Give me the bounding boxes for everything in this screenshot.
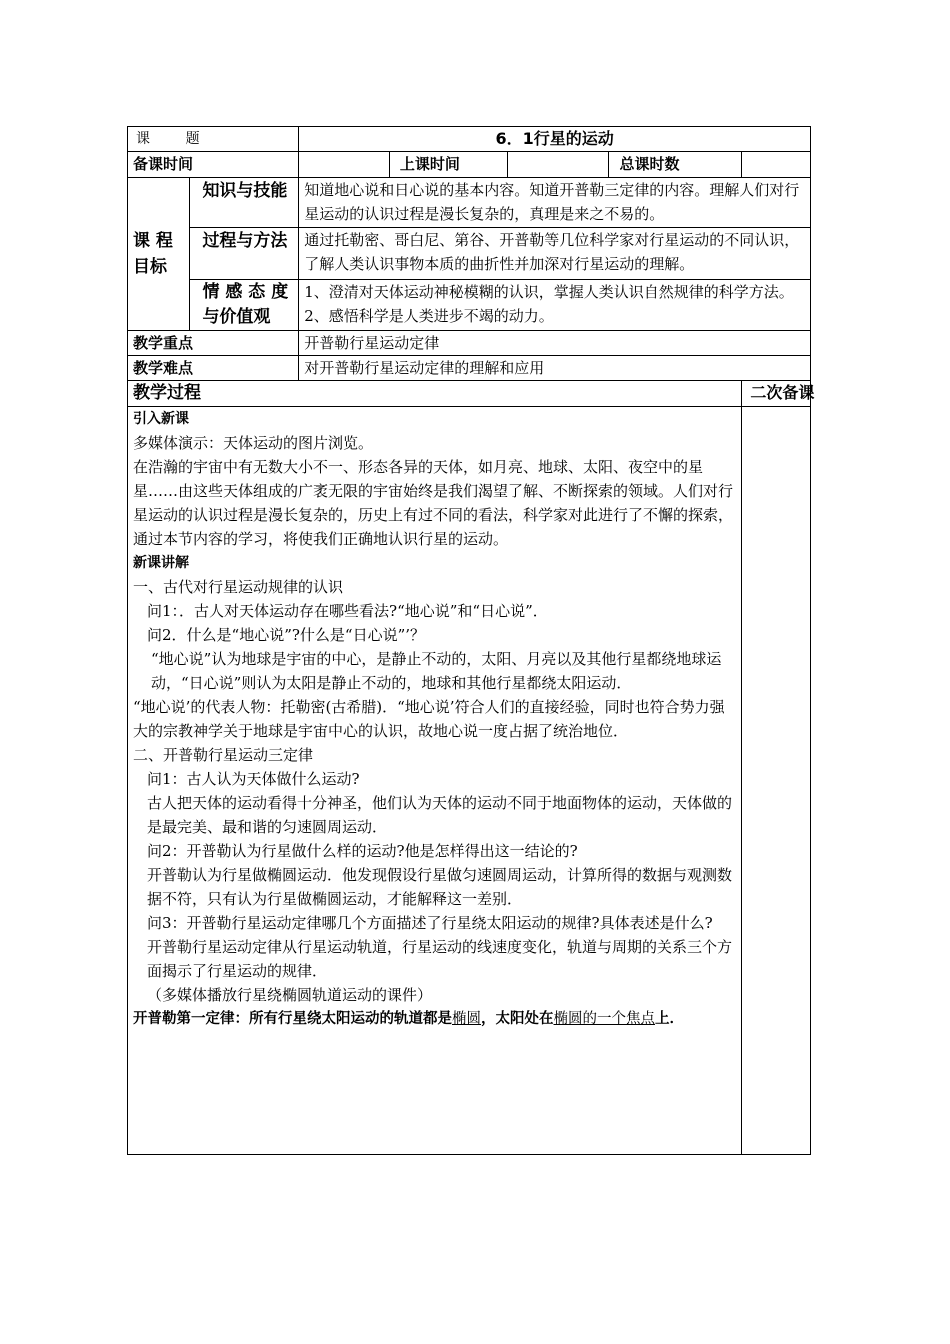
process-body — [128, 407, 742, 1155]
intro-paragraph-1: 多媒体演示：天体运动的图片浏览。 — [133, 434, 374, 452]
answer-2: “地心说”认为地球是宇宙的中心，是静止不动的，太阳、月亮以及其他行星都绕地球运动，“日心说”则认为太阳是静止不动的，地球和其他行星都绕太阳运动． — [151, 650, 722, 692]
section-2-title: 二、开普勒行星运动三定律 — [133, 746, 314, 764]
difficulty-value: 对开普勒行星运动定律的理解和应用 — [299, 356, 811, 381]
section-1-title: 一、古代对行星运动规律的认识 — [133, 578, 344, 596]
law1-text-a: 开普勒第一定律：所有行星绕太阳运动的轨道都是 — [133, 1011, 452, 1027]
question-5: 问3：开普勒行星运动定律哪几个方面描述了行星绕太阳运动的规律?具体表述是什么? — [147, 914, 713, 932]
question-2: 问2．什么是“地心说”?什么是“日心说”’？ — [147, 626, 426, 644]
media-note: （多媒体播放行星绕椭圆轨道运动的课件） — [147, 986, 433, 1004]
process-method-label: 过程与方法 — [190, 228, 299, 280]
lesson-title: 6．1行星的运动 — [495, 129, 614, 148]
law1-text-e: 上． — [655, 1011, 684, 1027]
second-prep-label: 二次备课 — [742, 381, 811, 407]
process-label: 教学过程 — [128, 381, 742, 407]
class-time-label: 上课时间 — [389, 152, 507, 178]
intro-paragraph-2: 在浩瀚的宇宙中有无数大小不一、形态各异的天体，如月亮、地球、太阳、夜空中的星星……由这些天体组成的广袤无限的宇宙始终是我们渴望了解、不断探索的领域。人们对行星运动的认识过程是漫长复杂的，历史上有过不同的看法，科学家对此进行了不懈的探索，通过本节内容的学习，将使我们正确地认识行星的运动。 — [133, 458, 734, 548]
law1-text-c: ，太阳处在 — [481, 1011, 554, 1027]
key-point-value: 开普勒行星运动定律 — [299, 331, 811, 356]
kepler-first-law — [133, 1007, 736, 1031]
process-body-row — [128, 407, 811, 1155]
topic-value — [299, 127, 811, 152]
answer-2b: “地心说’的代表人物：托勒密(古希腊)．“地心说’符合人们的直接经验，同时也符合势力强大的宗教神学关于地球是宇宙中心的认识，故地心说一度占据了统治地位． — [133, 698, 725, 740]
goals-label: 课 程 目标 — [128, 178, 190, 331]
key-point-label: 教学重点 — [128, 331, 299, 356]
emotion-row — [128, 280, 811, 331]
law1-focus: 椭圆的一个焦点 — [553, 1011, 655, 1027]
total-hours-label: 总课时数 — [609, 152, 742, 178]
difficulty-row — [128, 356, 811, 381]
question-1: 问1：．古人对天体运动存在哪些看法?“地心说”和“日心说”． — [147, 602, 548, 620]
new-lesson-heading: 新课讲解 — [133, 555, 189, 571]
process-method-text: 通过托勒密、哥白尼、第谷、开普勒等几位科学家对行星运动的不同认识，了解人类认识事物本质的曲折性并加深对行星运动的理解。 — [299, 228, 811, 280]
answer-3: 古人把天体的运动看得十分神圣，他们认为天体的运动不同于地面物体的运动，天体做的是最完美、最和谐的匀速圆周运动． — [147, 794, 733, 836]
emotion-label: 情 感 态 度与价值观 — [190, 280, 299, 331]
question-4: 问2：开普勒认为行星做什么样的运动?他是怎样得出这一结论的? — [147, 842, 578, 860]
law1-ellipse: 椭圆 — [452, 1011, 481, 1027]
key-point-row — [128, 331, 811, 356]
class-time-value — [507, 152, 609, 178]
difficulty-label: 教学难点 — [128, 356, 299, 381]
knowledge-label: 知识与技能 — [190, 178, 299, 228]
process-header-row — [128, 381, 811, 407]
intro-heading: 引入新课 — [133, 411, 189, 427]
prep-time-value — [299, 152, 390, 178]
topic-row — [128, 127, 811, 152]
second-prep-column — [742, 407, 811, 1155]
lesson-plan-table — [127, 126, 815, 1155]
question-3: 问1：古人认为天体做什么运动? — [147, 770, 360, 788]
knowledge-text: 知道地心说和日心说的基本内容。知道开普勒三定律的内容。理解人们对行星运动的认识过程是漫长复杂的，真理是来之不易的。 — [299, 178, 811, 228]
time-row — [128, 152, 811, 178]
answer-5: 开普勒行星运动定律从行星运动轨道，行星运动的线速度变化，轨道与周期的关系三个方面揭示了行星运动的规律． — [147, 938, 733, 980]
process-method-row — [128, 228, 811, 280]
total-hours-value — [742, 152, 811, 178]
knowledge-row — [128, 178, 811, 228]
prep-time-label: 备课时间 — [128, 152, 299, 178]
topic-label: 课 题 — [128, 127, 299, 152]
answer-4: 开普勒认为行星做椭圆运动．他发现假设行星做匀速圆周运动，计算所得的数据与观测数据不符，只有认为行星做椭圆运动，才能解释这一差别． — [147, 866, 733, 908]
emotion-text: 1、澄清对天体运动神秘模糊的认识，掌握人类认识自然规律的科学方法。2、感悟科学是人类进步不竭的动力。 — [299, 280, 811, 331]
